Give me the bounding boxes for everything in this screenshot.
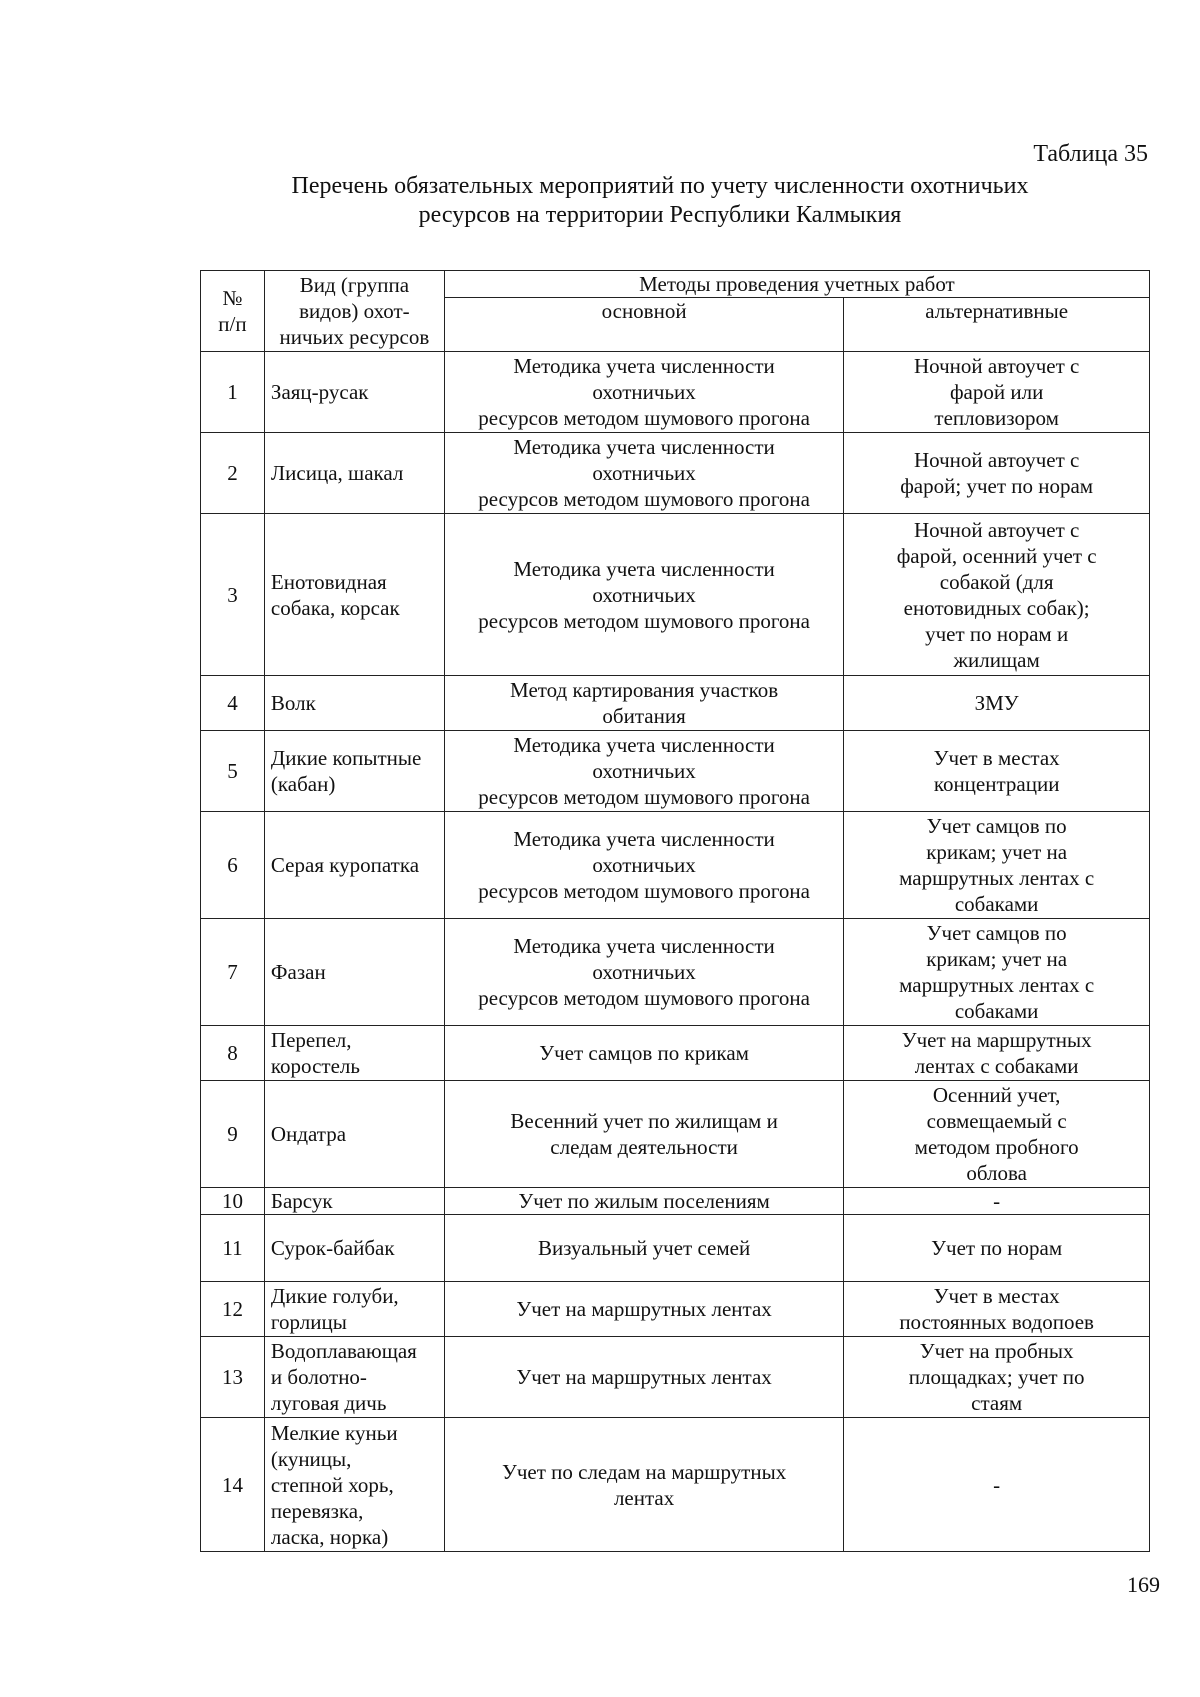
row-species: Водоплавающая и болотно- луговая дичь xyxy=(264,1337,444,1418)
row-number: 12 xyxy=(201,1282,265,1337)
row-main-method: Методика учета численности охотничьих ресурсов методом шумового прогона xyxy=(444,812,843,919)
row-number: 13 xyxy=(201,1337,265,1418)
row-species: Лисица, шакал xyxy=(264,433,444,514)
row-main-method: Методика учета численности охотничьих ресурсов методом шумового прогона xyxy=(444,514,843,676)
header-species: Вид (группа видов) охот- ничьих ресурсов xyxy=(264,271,444,352)
row-main-method: Визуальный учет семей xyxy=(444,1215,843,1282)
row-number: 11 xyxy=(201,1215,265,1282)
header-num: № п/п xyxy=(201,271,265,352)
row-species: Заяц-русак xyxy=(264,352,444,433)
row-number: 3 xyxy=(201,514,265,676)
row-alt-methods: Учет на маршрутных лентах с собаками xyxy=(844,1026,1150,1081)
row-main-method: Учет на маршрутных лентах xyxy=(444,1337,843,1418)
row-number: 10 xyxy=(201,1188,265,1215)
table-row xyxy=(201,1337,1150,1418)
row-alt-methods: - xyxy=(844,1188,1150,1215)
row-species: Серая куропатка xyxy=(264,812,444,919)
row-alt-methods: Ночной автоучет с фарой или тепловизором xyxy=(844,352,1150,433)
row-alt-methods: Учет самцов по крикам; учет на маршрутных лентах с собаками xyxy=(844,812,1150,919)
row-alt-methods: Учет самцов по крикам; учет на маршрутных лентах с собаками xyxy=(844,919,1150,1026)
table-row xyxy=(201,1215,1150,1282)
row-species: Фазан xyxy=(264,919,444,1026)
table-row xyxy=(201,1282,1150,1337)
row-number: 8 xyxy=(201,1026,265,1081)
row-species: Сурок-байбак xyxy=(264,1215,444,1282)
row-alt-methods: Ночной автоучет с фарой, осенний учет с собакой (для енотовидных собак); учет по норам и жилищам xyxy=(844,514,1150,676)
row-alt-methods: Осенний учет, совмещаемый с методом пробного облова xyxy=(844,1081,1150,1188)
row-main-method: Методика учета численности охотничьих ресурсов методом шумового прогона xyxy=(444,433,843,514)
table-header-row xyxy=(201,271,1150,298)
row-species: Барсук xyxy=(264,1188,444,1215)
table-row xyxy=(201,1418,1150,1552)
row-species: Енотовидная собака, корсак xyxy=(264,514,444,676)
row-alt-methods: Учет по норам xyxy=(844,1215,1150,1282)
row-main-method: Методика учета численности охотничьих ресурсов методом шумового прогона xyxy=(444,352,843,433)
table-row xyxy=(201,1081,1150,1188)
row-main-method: Методика учета численности охотничьих ресурсов методом шумового прогона xyxy=(444,919,843,1026)
row-number: 4 xyxy=(201,676,265,731)
row-main-method: Учет по жилым поселениям xyxy=(444,1188,843,1215)
row-species: Ондатра xyxy=(264,1081,444,1188)
table-row xyxy=(201,919,1150,1026)
header-main-method: основной xyxy=(444,298,843,352)
table-row xyxy=(201,514,1150,676)
row-main-method: Метод картирования участков обитания xyxy=(444,676,843,731)
row-alt-methods: Учет в местах концентрации xyxy=(844,731,1150,812)
page-number: 169 xyxy=(1127,1572,1160,1597)
row-species: Волк xyxy=(264,676,444,731)
row-main-method: Методика учета численности охотничьих ресурсов методом шумового прогона xyxy=(444,731,843,812)
row-main-method: Учет на маршрутных лентах xyxy=(444,1282,843,1337)
table-number: Таблица 35 xyxy=(1033,141,1148,167)
row-main-method: Весенний учет по жилищам и следам деятельности xyxy=(444,1081,843,1188)
row-main-method: Учет по следам на маршрутных лентах xyxy=(444,1418,843,1552)
row-alt-methods: Учет в местах постоянных водопоев xyxy=(844,1282,1150,1337)
table-row xyxy=(201,812,1150,919)
row-alt-methods: - xyxy=(844,1418,1150,1552)
header-methods: Методы проведения учетных работ xyxy=(444,271,1149,298)
row-species: Мелкие куньи (куницы, степной хорь, перевязка, ласка, норка) xyxy=(264,1418,444,1552)
table-row xyxy=(201,731,1150,812)
row-species: Дикие голуби, горлицы xyxy=(264,1282,444,1337)
row-number: 5 xyxy=(201,731,265,812)
row-number: 7 xyxy=(201,919,265,1026)
row-number: 2 xyxy=(201,433,265,514)
row-main-method: Учет самцов по крикам xyxy=(444,1026,843,1081)
row-alt-methods: Ночной автоучет с фарой; учет по норам xyxy=(844,433,1150,514)
table-row xyxy=(201,352,1150,433)
row-number: 6 xyxy=(201,812,265,919)
table-row xyxy=(201,433,1150,514)
row-alt-methods: ЗМУ xyxy=(844,676,1150,731)
row-alt-methods: Учет на пробных площадках; учет по стаям xyxy=(844,1337,1150,1418)
row-number: 1 xyxy=(201,352,265,433)
row-species: Дикие копытные (кабан) xyxy=(264,731,444,812)
table-row xyxy=(201,676,1150,731)
hunting-resources-table xyxy=(200,270,1150,1552)
document-title: Перечень обязательных мероприятий по учету численности охотничьих ресурсов на территории Республики Калмыкия xyxy=(291,173,1029,228)
row-number: 9 xyxy=(201,1081,265,1188)
table-row xyxy=(201,1026,1150,1081)
row-number: 14 xyxy=(201,1418,265,1552)
table-row xyxy=(201,1188,1150,1215)
row-species: Перепел, коростель xyxy=(264,1026,444,1081)
header-alt-methods: альтернативные xyxy=(844,298,1150,352)
